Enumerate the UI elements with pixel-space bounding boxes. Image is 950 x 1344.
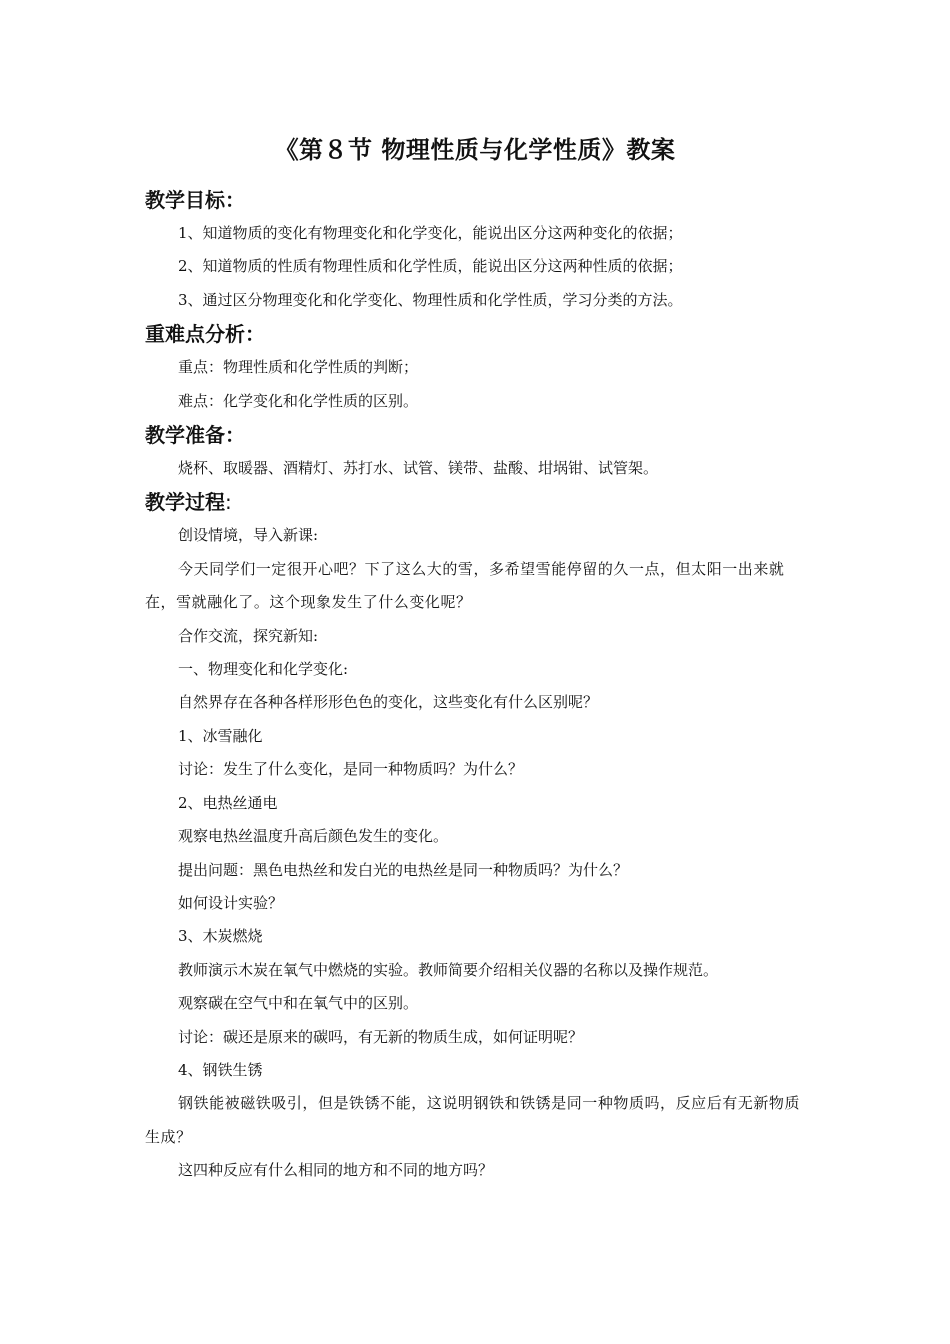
process-paragraph: 这四种反应有什么相同的地方和不同的地方吗？: [178, 1161, 494, 1180]
process-paragraph: 教师演示木炭在氧气中燃烧的实验。教师简要介绍相关仪器的名称以及操作规范。: [178, 960, 719, 979]
document-body: [145, 183, 810, 1188]
process-paragraph: 4、钢铁生锈: [178, 1060, 263, 1079]
key-point: 重点：物理性质和化学性质的判断；: [178, 358, 419, 377]
process-paragraph: 合作交流，探究新知:: [178, 626, 319, 645]
process-paragraph: 如何设计实验？: [178, 893, 284, 912]
section-heading-objectives: 教学目标：: [145, 188, 245, 212]
process-paragraph: 创设情境，导入新课:: [178, 526, 319, 545]
objective-item-1: 1、知道物质的变化有物理变化和化学变化，能说出区分这两种变化的依据；: [178, 224, 683, 242]
process-paragraph: 自然界存在各种各样形形色色的变化，这些变化有什么区别呢？: [178, 693, 599, 712]
process-paragraph: 讨论：碳还是原来的碳吗，有无新的物质生成，如何证明呢？: [178, 1027, 584, 1046]
process-paragraph: 观察碳在空气中和在氧气中的区别。: [178, 994, 419, 1013]
objective-item-2: 2、知道物质的性质有物理性质和化学性质，能说出区分这两种性质的依据；: [178, 257, 683, 276]
process-paragraph: 钢铁能被磁铁吸引，但是铁锈不能，这说明钢铁和铁锈是同一种物质吗，反应后有无新物质生成？: [145, 1094, 801, 1146]
process-paragraph: 讨论：发生了什么变化，是同一种物质吗？为什么？: [178, 760, 524, 779]
process-paragraph: 1、冰雪融化: [178, 726, 263, 745]
section-heading-key-points: 重难点分析：: [145, 322, 265, 347]
process-paragraph: 一、物理变化和化学变化:: [178, 660, 349, 679]
process-paragraph: 提出问题：黑色电热丝和发白光的电热丝是同一种物质吗？为什么？: [178, 860, 629, 879]
process-paragraph: 观察电热丝温度升高后颜色发生的变化。: [178, 827, 449, 846]
process-paragraph: 今天同学们一定很开心吧？下了这么大的雪，多希望雪能停留的久一点，但太阳一出来就在，雪就融化了。这个现象发生了什么变化呢？: [145, 559, 785, 612]
materials-list: 烧杯、取暖器、酒精灯、苏打水、试管、镁带、盐酸、坩埚钳、试管架。: [178, 459, 659, 478]
objective-item-3: 3、通过区分物理变化和化学变化、物理性质和化学性质，学习分类的方法。: [178, 290, 683, 309]
section-heading-process: 教学过程:: [145, 490, 232, 515]
process-paragraph: 2、电热丝通电: [178, 793, 278, 812]
section-heading-preparation: 教学准备：: [145, 423, 245, 448]
difficult-point: 难点：化学变化和化学性质的区别。: [178, 391, 419, 410]
document-title: 《第８节 物理性质与化学性质》教案: [274, 136, 676, 164]
process-paragraph: 3、木炭燃烧: [178, 927, 263, 946]
